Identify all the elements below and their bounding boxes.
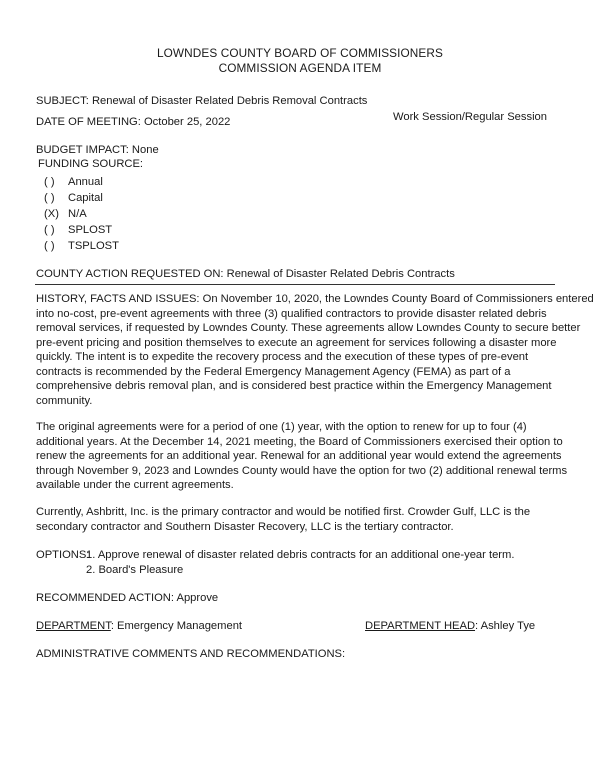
history-line: quickly. The intent is to expedite the recovery process and the execution of these types of pre-event [36, 351, 529, 363]
document-title: COMMISSION AGENDA ITEM [218, 61, 382, 75]
session-type: Work Session/Regular Session [393, 111, 548, 123]
department-head-value: : Ashley Tye [475, 620, 536, 632]
funding-option-label: SPLOST [68, 224, 113, 236]
agency-title: LOWNDES COUNTY BOARD OF COMMISSIONERS [157, 46, 443, 60]
history-line: comprehensive debris removal plan, and is considered best practice within the Emergency Management [36, 380, 552, 392]
funding-checkbox-mark: ( ) [44, 176, 55, 188]
funding-option-tsplost [44, 239, 119, 254]
history-line: contracts is recommended by the Federal Emergency Management Agency (FEMA) as part of a [36, 365, 511, 378]
department [36, 619, 242, 634]
subject-line: SUBJECT: Renewal of Disaster Related Debris Removal Contracts [36, 95, 368, 107]
contractors-line: secondary contractor and Southern Disaster Recovery, LLC is the tertiary contractor. [36, 520, 454, 533]
budget-impact: BUDGET IMPACT: None [36, 144, 159, 156]
funding-source-label: FUNDING SOURCE: [38, 158, 144, 170]
option-item-1: 1. Approve renewal of disaster related debris contracts for an additional one-year term. [86, 549, 515, 561]
history-line: pre-event pricing and position themselves to execute an agreement for services following a disaster more [36, 336, 557, 349]
agreements-line: through November 9, 2023 and Lowndes County would have the option for two (2) additional renewal terms [36, 464, 568, 477]
history-line: removal services, if requested by Lowndes County. These agreements allow Lowndes County to secure better [36, 322, 581, 334]
funding-checkbox-mark: ( ) [44, 224, 55, 236]
options-label: OPTIONS: [36, 549, 90, 561]
funding-option-splost [44, 223, 112, 238]
funding-option-annual [44, 175, 103, 190]
funding-checkbox-mark: ( ) [44, 240, 55, 252]
agreements-line: available under the current agreements. [36, 479, 234, 491]
recommended-action: RECOMMENDED ACTION: Approve [36, 592, 219, 604]
history-paragraph [36, 292, 594, 408]
agreements-line: renew the agreements for an additional year. Renewal for an additional year would extend the agreements [36, 450, 562, 462]
department-head [365, 619, 535, 634]
contractors-paragraph [36, 505, 568, 534]
funding-checkbox-mark: ( ) [44, 192, 55, 204]
funding-option-label: Annual [68, 176, 103, 188]
history-line: community. [36, 394, 93, 407]
funding-option-capital [44, 191, 103, 206]
department-label: DEPARTMENT [36, 620, 111, 632]
option-item-2: 2. Board's Pleasure [86, 564, 184, 576]
history-line: HISTORY, FACTS AND ISSUES: On November 10, 2020, the Lowndes County Board of Commissioners entered [36, 293, 594, 305]
meeting-date: DATE OF MEETING: October 25, 2022 [36, 116, 231, 128]
agreements-paragraph [36, 420, 568, 493]
funding-option-label: N/A [68, 208, 87, 220]
department-value: : Emergency Management [110, 620, 243, 632]
agreements-line: The original agreements were for a period of one (1) year, with the option to renew for up to four (4) [36, 421, 527, 433]
funding-option-label: Capital [68, 192, 103, 204]
county-action-requested: COUNTY ACTION REQUESTED ON: Renewal of Disaster Related Debris Contracts [36, 268, 455, 280]
history-line: into no-cost, pre-event agreements with three (3) qualified contractors to provide disaster related debris [36, 307, 547, 320]
department-head-label: DEPARTMENT HEAD [365, 620, 476, 632]
section-divider [35, 284, 555, 285]
agreements-line: additional years. At the December 14, 2021 meeting, the Board of Commissioners exercised their option to [36, 435, 563, 448]
funding-checkbox-mark: (X) [44, 208, 59, 220]
funding-option-label: TSPLOST [68, 240, 119, 252]
administrative-comments-heading: ADMINISTRATIVE COMMENTS AND RECOMMENDATIONS: [36, 648, 346, 660]
funding-option-na [44, 207, 87, 222]
contractors-line: Currently, Ashbritt, Inc. is the primary contractor and would be notified first. Crowder Gulf, LLC is the [36, 506, 531, 518]
